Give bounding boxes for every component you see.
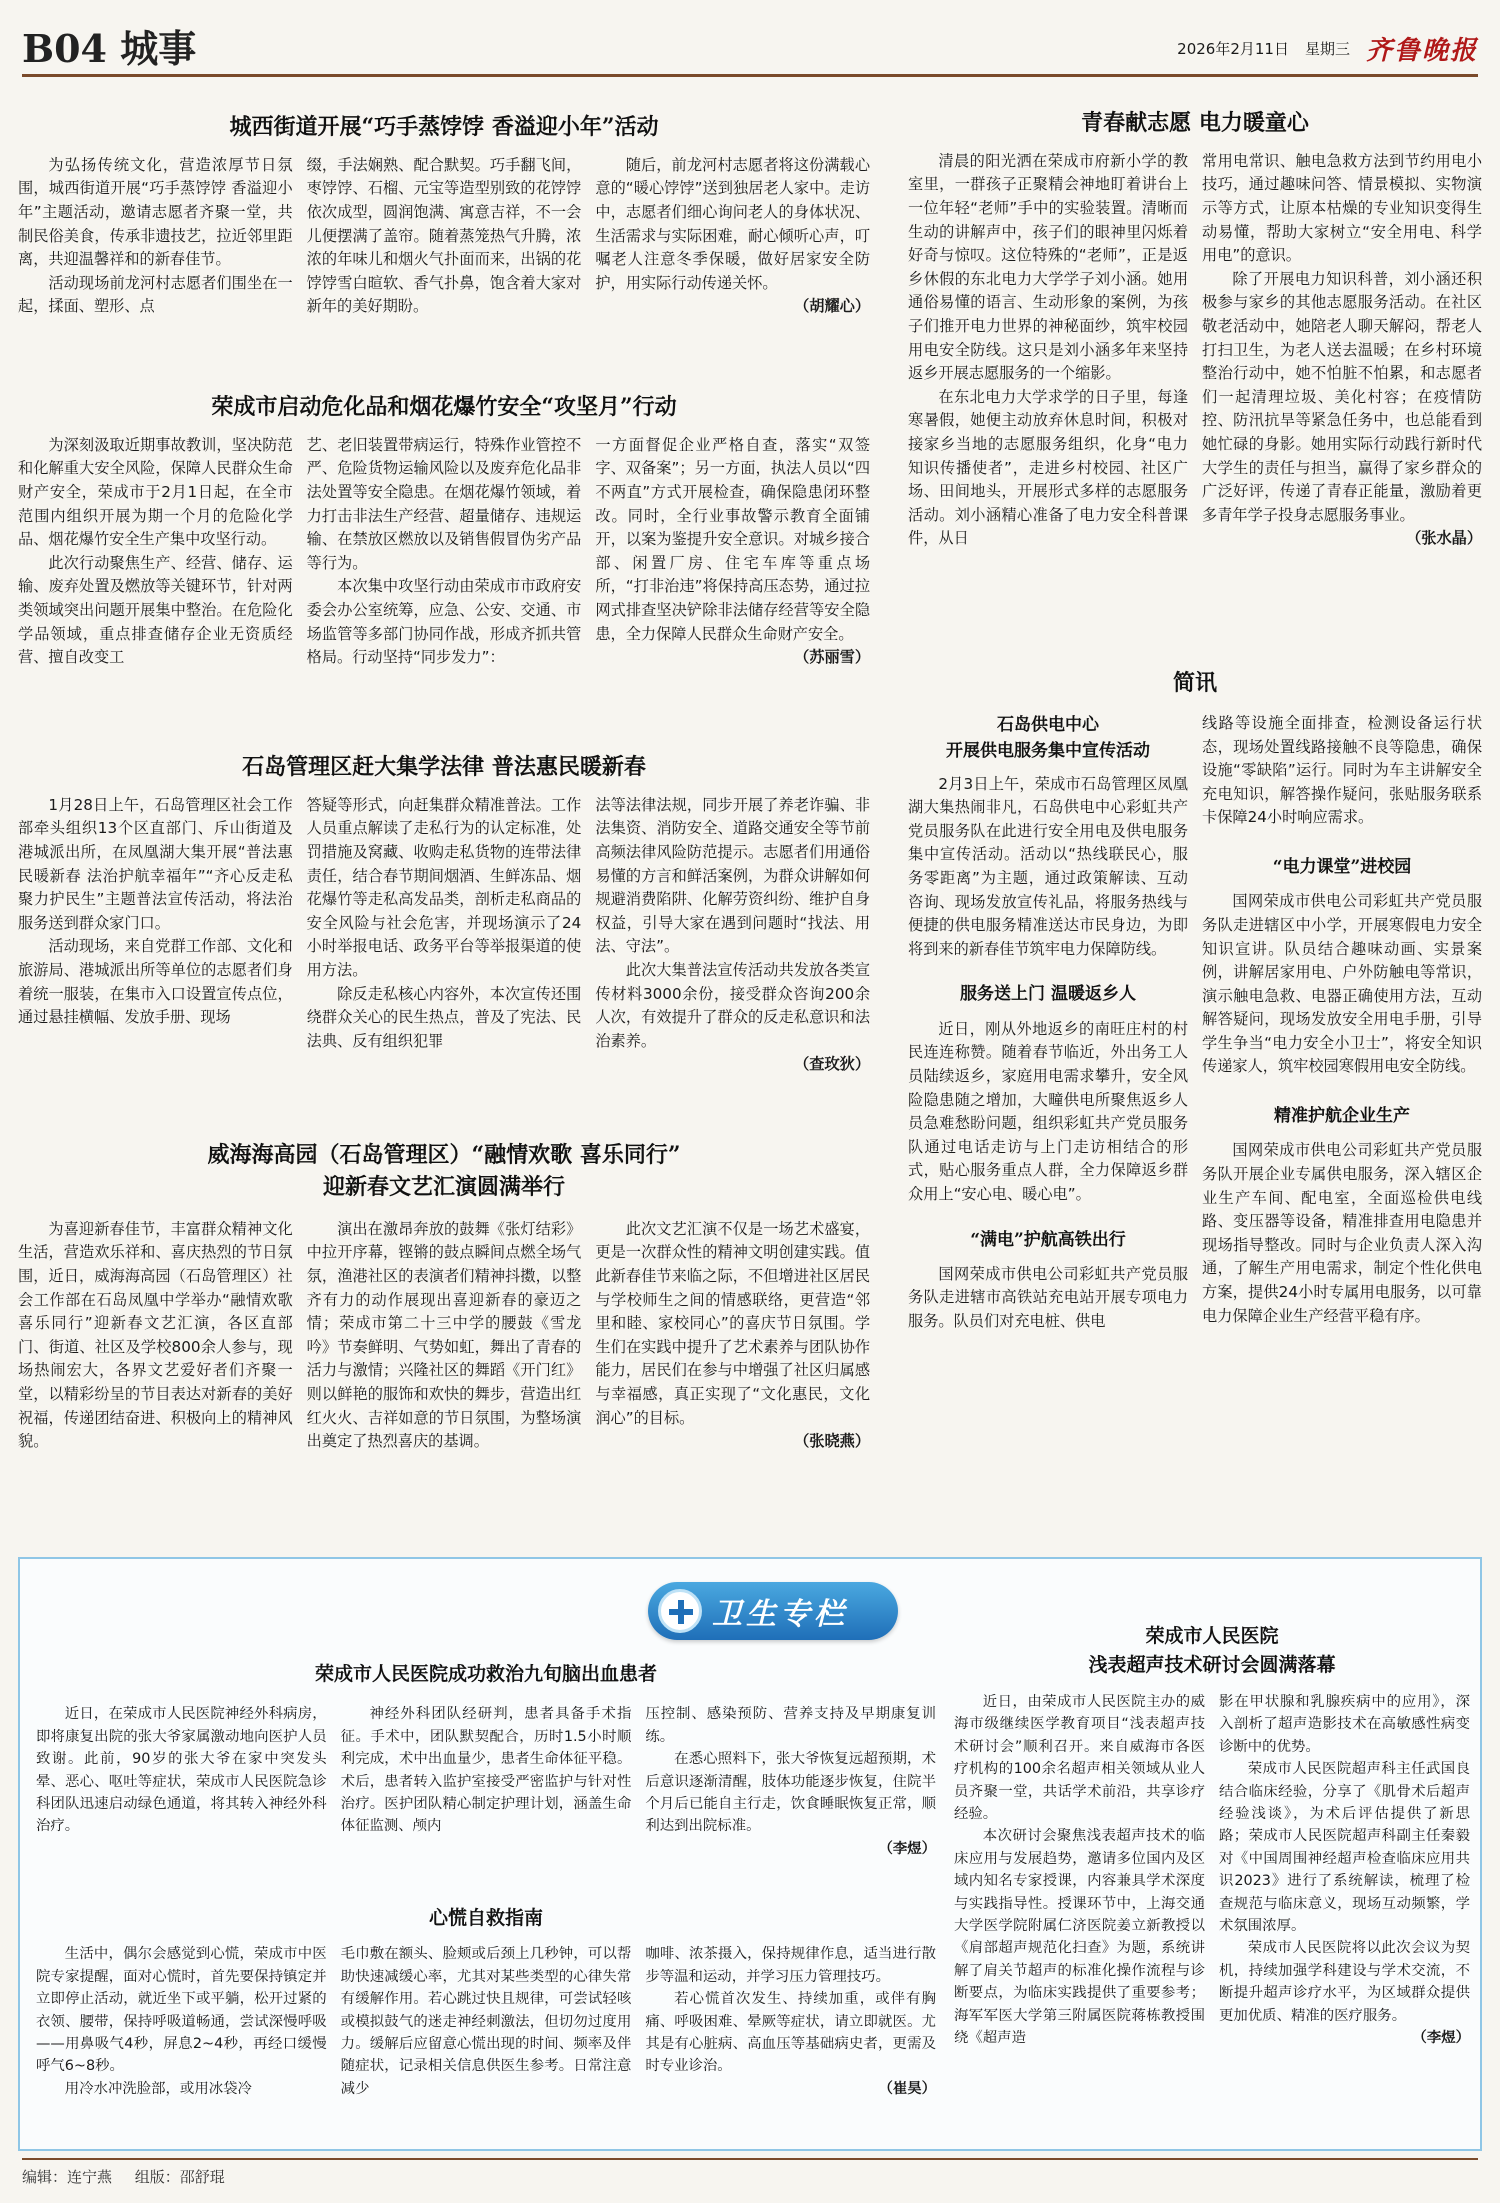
article-column: 此次文艺汇演不仅是一场艺术盛宴，更是一次群众性的精神文明创建实践。值此新春佳节来临之际，不但增进社区居民与学校师生之间的情感联络，更营造“邻里和睦、家校同心”的喜庆节日氛围。学生们在实践中提升了艺术素养与团队协作能力，居民们在参与中增强了社区归属感与幸福感，真正实现了“文化惠民，文化润心”的目标。 （张晓燕） xyxy=(595,1218,870,1538)
article-headline: 荣成市启动危化品和烟花爆竹安全“攻坚月”行动 xyxy=(211,394,677,420)
article-author: （李煜） xyxy=(878,1840,937,1857)
article-column: 随后，前龙河村志愿者将这份满载心意的“暖心饽饽”送到独居老人家中。走访中，志愿者们细心询问老人的身体状况、生活需求与实际困难，耐心倾听心声，叮嘱老人注意冬季保暖，做好居家安全防护，用实际行动传递关怀。 （胡耀心） xyxy=(595,154,870,399)
article-volunteer xyxy=(908,108,1482,655)
article-headline: 城西街道开展“巧手蒸饽饽 香溢迎小年”活动 xyxy=(229,114,659,140)
header-rule xyxy=(22,74,1478,77)
article-law xyxy=(18,752,870,1084)
issue-weekday: 星期三 xyxy=(1304,40,1350,58)
article-headline: 心慌自救指南 xyxy=(428,1907,543,1929)
article-headline-2: 浅表超声技术研讨会圆满落幕 xyxy=(1088,1654,1336,1677)
article-brain-hemorrhage xyxy=(36,1660,936,1933)
brief-body: 线路等设施全面排查，检测设备运行状态，现场处置线路接触不良等隐患，确保设施“零缺陷”运行。同时为车主讲解安全充电知识，解答操作疑问，张贴服务联系卡保障24小时响应需求。 xyxy=(1202,714,1482,827)
brief-body: 2月3日上午，荣成市石岛管理区凤凰湖大集热闹非凡，石岛供电中心彩虹共产党员服务队在此进行安全用电及供电服务集中宣传活动。活动以“热线联民心，服务零距离”为主题，通过政策解读、互动咨询、现场发放宣传礼品，将服务热线与便捷的供电服务精准送达市民身边，为即将到来的新春佳节筑牢电力保障防线。 xyxy=(908,774,1188,958)
article-headline: 威海海高园（石岛管理区）“融情欢歌 喜乐同行” xyxy=(207,1142,681,1168)
masthead xyxy=(1177,30,1478,67)
article-column: 演出在激昂奔放的鼓舞《张灯结彩》中拉开序幕，铿锵的鼓点瞬间点燃全场气氛，渔港社区的表演者们精神抖擞，以整齐有力的动作展现出喜迎新春的豪迈之情；荣成市第二十三中学的腰鼓《雪龙吟》节奏鲜明、气势如虹，舞出了青春的活力与激情；兴隆社区的舞蹈《开门红》则以鲜艳的服饰和欢快的舞步，营造出红红火火、吉祥如意的节日氛围，为整场演出奠定了热烈喜庆的基调。 xyxy=(306,1219,582,1451)
issue-date: 2026年2月11日 xyxy=(1177,40,1289,58)
article-column: 为弘扬传统文化，营造浓厚节日氛围，城西街道开展“巧手蒸饽饽 香溢迎小年”主题活动，邀请志愿者齐聚一堂，共制民俗美食，传承非遗技艺，拉近邻里距离，共迎温馨祥和的新春佳节。 活动现场前龙河村志愿者们围坐在一起，揉面、塑形、点 xyxy=(18,155,293,316)
article-column: 1月28日上午，石岛管理区社会工作部牵头组织13个区直部门、斥山街道及港城派出所，在凤凰湖大集开展“普法惠民暖新春 法治护航幸福年”“齐心反走私 聚力护民生”主题普法宣传活动，将法治服务送到群众家门口。 活动现场，来自党群工作部、文化和旅游局、港城派出所等单位的志愿者们身着统一服装，在集市入口设置宣传点位，通过悬挂横幅、发放手册、现场 xyxy=(18,795,293,1027)
article-headline-2: 迎新春文艺汇演圆满举行 xyxy=(322,1173,565,1200)
footer-rule xyxy=(22,2158,1478,2160)
article-column: 一方面督促企业严格自查，落实“双签字、双备案”；另一方面，执法人员以“四不两直”方式开展检查，确保隐患闭环整改。同时，全行业事故警示教育全面铺开，以案为鉴提升安全意识。对城乡接合部、闲置厂房、住宅车库等重点场所，“打非治违”将保持高压态势，通过拉网式排查坚决铲除非法储存经营等安全隐患，全力保障人民群众生命财产安全。 （苏丽雪） xyxy=(595,434,870,764)
article-column: 答疑等形式，向赶集群众精准普法。工作人员重点解读了走私行为的认定标准，处罚措施及窝藏、收购走私货物的连带法律责任，结合春节期间烟酒、生鲜冻品、烟花爆竹等走私高发品类，剖析走私商品的安全风险与社会危害，并现场演示了24小时举报电话、政务平台等举报渠道的使用方法。 除反走私核心内容外，本次宣传还围绕群众关心的民生热点，普及了宪法、民法典、反有组织犯罪 xyxy=(306,795,582,1050)
brief-title: 服务送上门 温暖返乡人 xyxy=(960,984,1136,1005)
article-column: 影在甲状腺和乳腺疾病中的应用》，深入剖析了超声造影技术在高敏感性病变诊断中的优势。 荣成市人民医院超声科主任武国良结合临床经验，分享了《肌骨术后超声经验浅谈》，为术后评估提供了新思路；荣成市人民医院超声科副主任秦毅对《中国周围神经超声检查临床应用共识2023》进行了系统解读，梳理了检查规范与临床意义，现场互动频繁，学术氛围浓厚。 荣成市人民医院将以此次会议为契机，持续加强学科建设与学术交流，不断提升超声诊疗水平，为区域群众提供更加优质、精准的医疗服务。 （李煜） xyxy=(1219,1691,1470,2146)
article-column: 缀，手法娴熟、配合默契。巧手翻飞间，枣饽饽、石榴、元宝等造型别致的花饽饽依次成型，圆润饱满、寓意吉祥，不一会儿便摆满了盖帘。随着蒸笼热气升腾，浓浓的年味儿和烟火气扑面而来，出锅的花饽饽雪白暄软、香气扑鼻，饱含着大家对新年的美好期盼。 xyxy=(306,155,582,316)
article-headline: 荣成市人民医院 xyxy=(1145,1625,1279,1647)
brief-title: “满电”护航高铁出行 xyxy=(970,1229,1126,1250)
article-column: 毛巾敷在额头、脸颊或后颈上几秒钟，可以帮助快速减缓心率，尤其对某些类型的心律失常有缓解作用。若心跳过快且规律，可尝试轻咳或模拟鼓气的迷走神经刺激法，但切勿过度用力。缓解后应留意心慌出现的时间、频率及伴随症状，记录相关信息供医生参考。日常注意减少 xyxy=(340,1946,632,2097)
article-column: 近日，在荣成市人民医院神经外科病房，即将康复出院的张大爷家属激动地向医护人员致谢。此前，90岁的张大爷在家中突发头晕、恶心、呕吐等症状，荣成市人民医院急诊科团队迅速启动绿色通道，将其转入神经外科治疗。 xyxy=(36,1706,327,1835)
article-column: 常用电常识、触电急救方法到节约用电小技巧，通过趣味问答、情景模拟、实物演示等方式，让原本枯燥的专业知识变得生动易懂，帮助大家树立“安全用电、科学用电”的意识。 除了开展电力知识科普，刘小涵还积极参与家乡的其他志愿服务活动。在社区敬老活动中，她陪老人聊天解闷，帮老人打扫卫生，为老人送去温暖；在乡村环境整治行动中，她不怕脏不怕累，和志愿者们一起清理垃圾、美化村容；在疫情防控、防汛抗旱等紧急任务中，也总能看到她忙碌的身影。她用实际行动践行新时代大学生的责任与担当，赢得了家乡群众的广泛好评，传递了青春正能量，激励着更多青年学子投身志愿服务事业。 （张水晶） xyxy=(1202,150,1482,655)
brief-title: 精准护航企业生产 xyxy=(1274,1106,1410,1127)
health-column-logo: 卫生专栏 xyxy=(648,1582,898,1640)
article-author: （李煜） xyxy=(1412,2029,1470,2046)
article-column: 压控制、感染预防、营养支持及早期康复训练。 在悉心照料下，张大爷恢复远超预期，术后意识逐渐清醒，肢体功能逐步恢复，住院半个月后已能自主行走，饮食睡眠恢复正常，顺利达到出院标准。 （李煜） xyxy=(645,1703,936,1933)
article-column: 神经外科团队经研判，患者具备手术指征。手术中，团队默契配合，历时1.5小时顺利完成，术中出血量少，患者生命体征平稳。术后，患者转入监护室接受严密监护与针对性治疗。医护团队精心制定护理计划，涵盖生命体征监测、颅内 xyxy=(340,1706,632,1835)
article-column: 为喜迎新春佳节，丰富群众精神文化生活，营造欢乐祥和、喜庆热烈的节日氛围，近日，威海海高园（石岛管理区）社会工作部在石岛凤凰中学举办“融情欢歌 喜乐同行”迎新春文艺汇演，各区直部门、街道、社区及学校800余人参与，现场热闹宏大，各界文艺爱好者们齐聚一堂，以精彩纷呈的节目表达对新春的美好祝福，传递团结奋进、积极向上的精神风貌。 xyxy=(18,1219,293,1451)
article-author: （苏丽雪） xyxy=(794,648,871,667)
typeset-credit: 组版：邵舒琨 xyxy=(134,2168,225,2186)
brief-body: 近日，刚从外地返乡的南旺庄村的村民连连称赞。随着春节临近，外出务工人员陆续返乡，家庭用电需求攀升，安全风险隐患随之增加，大疃供电所聚焦返乡人员急难愁盼问题，组织彩虹共产党员服务队通过电话走访与上门走访相结合的形式，贴心服务重点人群，全力保障返乡群众用上“安心电、暖心电”。 xyxy=(908,1019,1188,1203)
article-column: 咖啡、浓茶摄入，保持规律作息，适当进行散步等温和运动，并学习压力管理技巧。 若心慌首次发生、持续加重，或伴有胸痛、呼吸困难、晕厥等症状，请立即就医。尤其是有心脏病、高血压等基础病史者，更需及时专业诊治。 （崔昊） xyxy=(645,1943,936,2153)
footer-credits xyxy=(22,2166,225,2187)
article-author: （崔昊） xyxy=(878,2080,937,2097)
article-headline: 青春献志愿 电力暖童心 xyxy=(1081,110,1309,136)
brief-section-title: 简讯 xyxy=(1172,670,1217,696)
article-author: （张晓燕） xyxy=(794,1432,871,1451)
article-column: 艺、老旧装置带病运行，特殊作业管控不严、危险货物运输风险以及废弃危化品非法处置等安全隐患。在烟花爆竹领域，着力打击非法生产经营、超量储存、违规运输、在禁放区燃放以及销售假冒伪劣产品等行为。 本次集中攻坚行动由荣成市市政府安委会办公室统筹，应急、公安、交通、市场监管等多部门协同作战，形成齐抓共管格局。行动坚持“同步发力”： xyxy=(306,435,582,667)
paper-logo: 齐鲁晚报 xyxy=(1365,36,1478,66)
article-author: （胡耀心） xyxy=(794,297,871,316)
brief-title-2: 开展供电服务集中宣传活动 xyxy=(946,741,1150,762)
article-gala xyxy=(18,1140,870,1538)
article-column: 法等法律法规，同步开展了养老诈骗、非法集资、消防安全、道路交通安全等节前高频法律风险防范提示。志愿者们用通俗易懂的方言和鲜活案例，为群众讲解如何规避消费陷阱、化解劳资纠纷、维护自身权益，引导大家在遇到问题时“找法、用法、守法”。 此次大集普法宣传活动共发放各类宣传材料3000余份，接受群众咨询200余人次，有效提升了群众的反走私意识和法治素养。 （查玫狄） xyxy=(595,794,870,1084)
article-headline: 石岛管理区赶大集学法律 普法惠民暖新春 xyxy=(242,754,646,780)
article-column: 清晨的阳光洒在荣成市府新小学的教室里，一群孩子正聚精会神地盯着讲台上一位年轻“老师”手中的实验装置。清晰而生动的讲解声中，孩子们的眼神里闪烁着好奇与惊叹。这位特殊的“老师”，正是返乡休假的东北电力大学学子刘小涵。她用通俗易懂的语言、生动形象的案例，为孩子们推开电力世界的神秘面纱，筑牢校园用电安全防线。这只是刘小涵多年来坚持返乡开展志愿服务的一个缩影。 在东北电力大学求学的日子里，每逢寒暑假，她便主动放弃休息时间，积极对接家乡当地的志愿服务组织，化身“电力知识传播使者”，走进乡村校园、社区广场、田间地头，开展形式多样的志愿服务活动。刘小涵精心准备了电力安全科普课件，从日 xyxy=(908,151,1188,548)
article-palpitation xyxy=(36,1904,936,2153)
article-column: 为深刻汲取近期事故教训，坚决防范和化解重大安全风险，保障人民群众生命财产安全，荣成市于2月1日起，在全市范围内组织开展为期一个月的危险化学品、烟花爆竹安全生产集中攻坚行动。 此次行动聚焦生产、经营、储存、运输、废弃处置及燃放等关键环节，针对两类领域突出问题开展集中整治。在危险化学品领域，重点排查储存企业无资质经营、擅自改变工 xyxy=(18,435,293,667)
editor-credit: 编辑：连宁燕 xyxy=(22,2168,113,2186)
medical-cross-icon xyxy=(658,1589,702,1633)
article-hazard xyxy=(18,392,870,764)
brief-column-right xyxy=(1202,712,1482,1532)
brief-title: “电力课堂”进校园 xyxy=(1272,856,1412,877)
article-ultrasound xyxy=(954,1622,1470,2146)
brief-body: 国网荣成市供电公司彩虹共产党员服务队开展企业专属供电服务，深入辖区企业生产车间、配电室，全面巡检供电线路、变压器等设备，精准排查用电隐患并现场指导整改。同时与企业负责人深入沟通，了解生产用电需求，制定个性化供电方案，提供24小时专属用电服务，以可靠电力保障企业生产经营平稳有序。 xyxy=(1202,1141,1482,1325)
article-headline: 荣成市人民医院成功救治九旬脑出血患者 xyxy=(314,1663,657,1685)
article-column: 生活中，偶尔会感觉到心慌，荣成市中医院专家提醒，面对心慌时，首先要保持镇定并立即停止活动，就近坐下或平躺，松开过紧的衣领、腰带，保持呼吸道畅通，尝试深慢呼吸——用鼻吸气4秒，屏息2~4秒，再经口缓慢呼气6~8秒。 用冷水冲洗脸部，或用冰袋冷 xyxy=(36,1946,327,2097)
article-author: （张水晶） xyxy=(1406,529,1482,548)
article-column: 近日，由荣成市人民医院主办的威海市级继续医学教育项目“浅表超声技术研讨会”顺利召开。来自威海市各医疗机构的100余名超声相关领域从业人员齐聚一堂，共话学术前沿，共享诊疗经验。 本次研讨会聚焦浅表超声技术的临床应用与发展趋势，邀请多位国内及区域内知名专家授课，内容兼具学术深度与实践指导性。授课环节中，上海交通大学医学院附属仁济医院姜立新教授以《肩部超声规范化扫查》为题，系统讲解了肩关节超声的标准化操作流程与诊断要点，为临床实践提供了重要参考；海军军医大学第三附属医院蒋栋教授围绕《超声造 xyxy=(954,1693,1205,2046)
article-xicheng xyxy=(18,112,870,399)
article-author: （查玫狄） xyxy=(794,1055,871,1074)
brief-body: 国网荣成市供电公司彩虹共产党员服务队走进辖市高铁站充电站开展专项电力服务。队员们对充电桩、供电 xyxy=(908,1264,1188,1331)
brief-title: 石岛供电中心 xyxy=(997,715,1099,735)
brief-body: 国网荣成市供电公司彩虹共产党员服务队走进辖区中小学，开展寒假电力安全知识宣讲。队员结合趣味动画、实景案例，讲解居家用电、户外防触电等常识，演示触电急救、电器正确使用方法，互动解答疑问，现场发放安全用电手册，引导学生争当“电力安全小卫士”，将安全知识传递家人，筑牢校园寒假用电安全防线。 xyxy=(1202,892,1482,1076)
section-title: B04 城事 xyxy=(22,26,197,71)
brief-column-left xyxy=(908,712,1188,1532)
